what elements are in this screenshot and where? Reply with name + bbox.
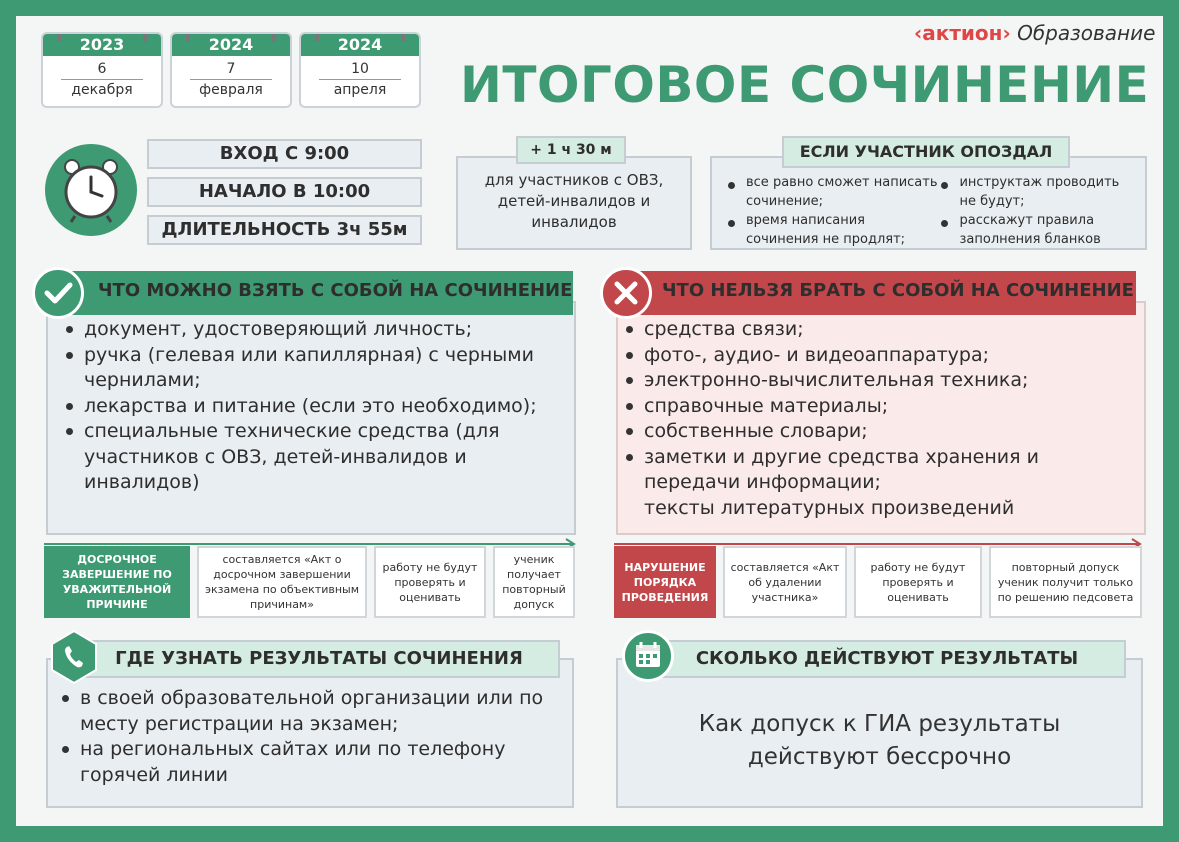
poster [16,16,1163,826]
forbidden-title-text: ЧТО НЕЛЬЗЯ БРАТЬ С СОБОЙ НА СОЧИНЕНИЕ [662,280,1134,301]
date-card-3 [299,32,421,108]
results-valid-panel [616,658,1143,808]
results-where-item: на региональных сайтах или по телефону горячей линии [58,737,558,788]
entry-time: ВХОД С 9:00 [147,139,422,169]
allowed-panel [46,301,576,535]
early-step-reason: ДОСРОЧНОЕ ЗАВЕРШЕНИЕ ПО УВАЖИТЕЛЬНОЙ ПРИЧИНЕ [44,546,190,618]
forbidden-title [614,271,1136,315]
page-title: ИТОГОВОЕ СОЧИНЕНИЕ [460,56,1150,114]
check-icon [32,267,84,319]
early-step-check: работу не будут проверять и оценивать [374,546,486,618]
late-item: время написания сочинения не продлят; [724,211,937,249]
forbidden-item: справочные материалы; [622,394,1130,420]
allowed-title-text: ЧТО МОЖНО ВЗЯТЬ С СОБОЙ НА СОЧИНЕНИЕ [98,280,573,301]
forbidden-item: заметки и другие средства хранения и передачи информации; [622,445,1130,496]
results-valid-text: Как допуск к ГИА результаты действуют бессрочно [698,711,1061,770]
date-month: февраля [199,82,263,98]
violation-step-check: работу не будут проверять и оценивать [854,546,982,618]
forbidden-list [618,303,1144,496]
allowed-title [46,271,573,315]
extra-time-tag: + 1 ч 30 м [516,136,626,164]
results-where-title: ГДЕ УЗНАТЬ РЕЗУЛЬТАТЫ СОЧИНЕНИЯ [78,640,560,678]
duration: ДЛИТЕЛЬНОСТЬ 3ч 55м [147,215,422,245]
forbidden-item: средства связи; [622,317,1130,343]
late-item: все равно сможет написать сочинение; [724,173,937,211]
extra-time-text: для участников с ОВЗ, детей-инвалидов и инвалидов [484,171,664,231]
violation-step-readmit: повторный допуск ученик получит только по решению педсовета [989,546,1142,618]
allowed-item: специальные технические средства (для участников с ОВЗ, детей-инвалидов и инвалидов) [62,419,556,496]
results-where-panel [46,658,574,808]
clock-icon [45,144,137,236]
allowed-item: документ, удостоверяющий личность; [62,317,556,343]
forbidden-item: электронно-вычислительная техника; [622,368,1130,394]
results-where-list [48,660,572,788]
forbidden-item: фото-, аудио- и видеоаппаратура; [622,343,1130,369]
cross-icon [600,267,652,319]
date-year: 2024 [301,34,419,56]
forbidden-extra: тексты литературных произведений [644,496,1015,519]
date-card-2 [170,32,292,108]
allowed-item: лекарства и питание (если это необходимо); [62,394,556,420]
violation-step-reason: НАРУШЕНИЕ ПОРЯДКА ПРОВЕДЕНИЯ [614,546,716,618]
allowed-list [48,303,574,496]
forbidden-panel [616,301,1146,535]
results-where-item: в своей образовательной организации или по месту регистрации на экзамен; [58,686,558,737]
late-list-right [937,173,1137,249]
phone-icon [50,630,98,684]
late-panel [710,156,1147,250]
brand-suffix: Образование [1017,21,1156,45]
brand-logo [914,21,1155,45]
date-month: декабря [71,82,133,98]
late-item: инструктаж проводить не будут; [937,173,1137,211]
forbidden-item: собственные словари; [622,419,1130,445]
violation-step-act: составляется «Акт об удалении участника» [723,546,847,618]
date-month: апреля [333,82,387,98]
date-day: 10 [351,61,369,77]
late-title: ЕСЛИ УЧАСТНИК ОПОЗДАЛ [782,136,1070,168]
date-year: 2024 [172,34,290,56]
early-step-act: составляется «Акт о досрочном завершении экзамена по объективным причинам» [197,546,367,618]
extra-time-panel [456,156,692,250]
date-day: 6 [97,61,107,77]
date-year: 2023 [43,34,161,56]
date-card-1 [41,32,163,108]
early-step-readmit: ученик получает повторный допуск [493,546,575,618]
brand-mark: ‹актион› [914,21,1011,45]
late-item: расскажут правила заполнения бланков [937,211,1137,249]
results-valid-title: СКОЛЬКО ДЕЙСТВУЮТ РЕЗУЛЬТАТЫ [648,640,1126,678]
allowed-item: ручка (гелевая или капиллярная) с черными чернилами; [62,343,556,394]
date-day: 7 [226,61,236,77]
late-list-left [724,173,937,249]
calendar-icon [622,630,674,682]
start-time: НАЧАЛО В 10:00 [147,177,422,207]
